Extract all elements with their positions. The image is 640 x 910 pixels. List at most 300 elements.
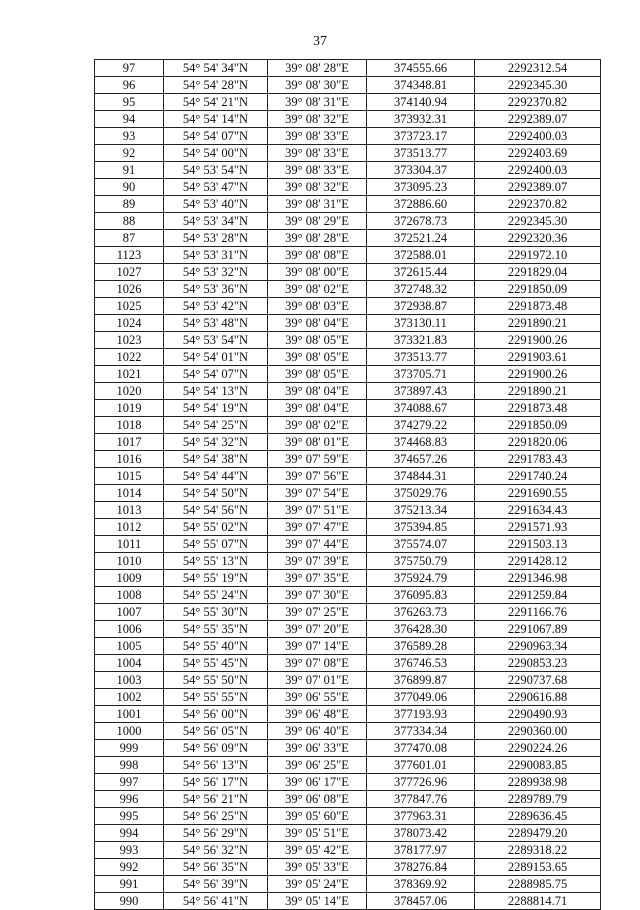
latitude-cell: 54° 56' 13"N xyxy=(164,757,268,774)
point-number-cell: 997 xyxy=(95,774,164,791)
table-row xyxy=(95,213,601,230)
x-coordinate-cell: 373095.23 xyxy=(367,179,475,196)
y-coordinate-cell: 2292389.07 xyxy=(475,111,601,128)
point-number-cell: 1017 xyxy=(95,434,164,451)
point-number-cell: 992 xyxy=(95,859,164,876)
latitude-cell: 54° 53' 31"N xyxy=(164,247,268,264)
latitude-cell: 54° 53' 36"N xyxy=(164,281,268,298)
y-coordinate-cell: 2291850.09 xyxy=(475,281,601,298)
y-coordinate-cell: 2292400.03 xyxy=(475,128,601,145)
point-number-cell: 1011 xyxy=(95,536,164,553)
point-number-cell: 1025 xyxy=(95,298,164,315)
y-coordinate-cell: 2292370.82 xyxy=(475,196,601,213)
table-row xyxy=(95,893,601,910)
table-row xyxy=(95,842,601,859)
x-coordinate-cell: 372748.32 xyxy=(367,281,475,298)
x-coordinate-cell: 374140.94 xyxy=(367,94,475,111)
table-row xyxy=(95,111,601,128)
latitude-cell: 54° 53' 48"N xyxy=(164,315,268,332)
table-row xyxy=(95,689,601,706)
table-row xyxy=(95,434,601,451)
x-coordinate-cell: 373321.83 xyxy=(367,332,475,349)
latitude-cell: 54° 54' 44"N xyxy=(164,468,268,485)
x-coordinate-cell: 374844.31 xyxy=(367,468,475,485)
point-number-cell: 1009 xyxy=(95,570,164,587)
point-number-cell: 1123 xyxy=(95,247,164,264)
longitude-cell: 39° 07' 25"E xyxy=(268,604,367,621)
table-row xyxy=(95,876,601,893)
table-row xyxy=(95,502,601,519)
point-number-cell: 996 xyxy=(95,791,164,808)
table-row xyxy=(95,485,601,502)
latitude-cell: 54° 56' 00"N xyxy=(164,706,268,723)
latitude-cell: 54° 55' 55"N xyxy=(164,689,268,706)
longitude-cell: 39° 08' 02"E xyxy=(268,281,367,298)
x-coordinate-cell: 373513.77 xyxy=(367,145,475,162)
longitude-cell: 39° 05' 60"E xyxy=(268,808,367,825)
y-coordinate-cell: 2292345.30 xyxy=(475,213,601,230)
longitude-cell: 39° 07' 35"E xyxy=(268,570,367,587)
table-row xyxy=(95,451,601,468)
longitude-cell: 39° 05' 24"E xyxy=(268,876,367,893)
table-row xyxy=(95,77,601,94)
table-row xyxy=(95,247,601,264)
latitude-cell: 54° 54' 28"N xyxy=(164,77,268,94)
latitude-cell: 54° 55' 40"N xyxy=(164,638,268,655)
table-row xyxy=(95,60,601,77)
x-coordinate-cell: 372615.44 xyxy=(367,264,475,281)
table-row xyxy=(95,179,601,196)
point-number-cell: 1010 xyxy=(95,553,164,570)
latitude-cell: 54° 54' 38"N xyxy=(164,451,268,468)
x-coordinate-cell: 378457.06 xyxy=(367,893,475,910)
latitude-cell: 54° 55' 19"N xyxy=(164,570,268,587)
y-coordinate-cell: 2292403.69 xyxy=(475,145,601,162)
latitude-cell: 54° 56' 35"N xyxy=(164,859,268,876)
x-coordinate-cell: 378369.92 xyxy=(367,876,475,893)
latitude-cell: 54° 54' 13"N xyxy=(164,383,268,400)
x-coordinate-cell: 372521.24 xyxy=(367,230,475,247)
y-coordinate-cell: 2291829.04 xyxy=(475,264,601,281)
table-row xyxy=(95,332,601,349)
point-number-cell: 1024 xyxy=(95,315,164,332)
latitude-cell: 54° 54' 07"N xyxy=(164,366,268,383)
point-number-cell: 991 xyxy=(95,876,164,893)
longitude-cell: 39° 08' 28"E xyxy=(268,230,367,247)
longitude-cell: 39° 05' 51"E xyxy=(268,825,367,842)
point-number-cell: 93 xyxy=(95,128,164,145)
longitude-cell: 39° 05' 14"E xyxy=(268,893,367,910)
longitude-cell: 39° 07' 14"E xyxy=(268,638,367,655)
longitude-cell: 39° 07' 51"E xyxy=(268,502,367,519)
y-coordinate-cell: 2290616.88 xyxy=(475,689,601,706)
x-coordinate-cell: 374279.22 xyxy=(367,417,475,434)
longitude-cell: 39° 08' 28"E xyxy=(268,60,367,77)
table-row xyxy=(95,655,601,672)
point-number-cell: 990 xyxy=(95,893,164,910)
longitude-cell: 39° 07' 30"E xyxy=(268,587,367,604)
x-coordinate-cell: 377470.08 xyxy=(367,740,475,757)
latitude-cell: 54° 55' 45"N xyxy=(164,655,268,672)
y-coordinate-cell: 2290224.26 xyxy=(475,740,601,757)
latitude-cell: 54° 55' 24"N xyxy=(164,587,268,604)
latitude-cell: 54° 55' 02"N xyxy=(164,519,268,536)
table-row xyxy=(95,740,601,757)
x-coordinate-cell: 376899.87 xyxy=(367,672,475,689)
longitude-cell: 39° 07' 54"E xyxy=(268,485,367,502)
longitude-cell: 39° 06' 25"E xyxy=(268,757,367,774)
latitude-cell: 54° 53' 54"N xyxy=(164,332,268,349)
latitude-cell: 54° 54' 14"N xyxy=(164,111,268,128)
y-coordinate-cell: 2291259.84 xyxy=(475,587,601,604)
x-coordinate-cell: 377193.93 xyxy=(367,706,475,723)
longitude-cell: 39° 08' 33"E xyxy=(268,145,367,162)
y-coordinate-cell: 2288985.75 xyxy=(475,876,601,893)
x-coordinate-cell: 378276.84 xyxy=(367,859,475,876)
x-coordinate-cell: 374088.67 xyxy=(367,400,475,417)
y-coordinate-cell: 2290963.34 xyxy=(475,638,601,655)
y-coordinate-cell: 2289479.20 xyxy=(475,825,601,842)
latitude-cell: 54° 54' 01"N xyxy=(164,349,268,366)
longitude-cell: 39° 07' 47"E xyxy=(268,519,367,536)
latitude-cell: 54° 54' 56"N xyxy=(164,502,268,519)
latitude-cell: 54° 56' 41"N xyxy=(164,893,268,910)
longitude-cell: 39° 07' 44"E xyxy=(268,536,367,553)
longitude-cell: 39° 06' 55"E xyxy=(268,689,367,706)
y-coordinate-cell: 2291890.21 xyxy=(475,315,601,332)
point-number-cell: 1004 xyxy=(95,655,164,672)
y-coordinate-cell: 2291690.55 xyxy=(475,485,601,502)
y-coordinate-cell: 2292370.82 xyxy=(475,94,601,111)
point-number-cell: 1013 xyxy=(95,502,164,519)
longitude-cell: 39° 06' 17"E xyxy=(268,774,367,791)
y-coordinate-cell: 2288814.71 xyxy=(475,893,601,910)
latitude-cell: 54° 55' 35"N xyxy=(164,621,268,638)
latitude-cell: 54° 56' 25"N xyxy=(164,808,268,825)
x-coordinate-cell: 376428.30 xyxy=(367,621,475,638)
y-coordinate-cell: 2291428.12 xyxy=(475,553,601,570)
latitude-cell: 54° 54' 50"N xyxy=(164,485,268,502)
y-coordinate-cell: 2290490.93 xyxy=(475,706,601,723)
table-row xyxy=(95,349,601,366)
x-coordinate-cell: 376095.83 xyxy=(367,587,475,604)
point-number-cell: 1008 xyxy=(95,587,164,604)
x-coordinate-cell: 377601.01 xyxy=(367,757,475,774)
y-coordinate-cell: 2291346.98 xyxy=(475,570,601,587)
point-number-cell: 1015 xyxy=(95,468,164,485)
latitude-cell: 54° 54' 32"N xyxy=(164,434,268,451)
latitude-cell: 54° 55' 30"N xyxy=(164,604,268,621)
point-number-cell: 91 xyxy=(95,162,164,179)
point-number-cell: 1016 xyxy=(95,451,164,468)
latitude-cell: 54° 53' 47"N xyxy=(164,179,268,196)
latitude-cell: 54° 54' 07"N xyxy=(164,128,268,145)
y-coordinate-cell: 2291873.48 xyxy=(475,298,601,315)
x-coordinate-cell: 373130.11 xyxy=(367,315,475,332)
latitude-cell: 54° 56' 05"N xyxy=(164,723,268,740)
table-row xyxy=(95,366,601,383)
longitude-cell: 39° 08' 31"E xyxy=(268,94,367,111)
table-row xyxy=(95,162,601,179)
latitude-cell: 54° 53' 42"N xyxy=(164,298,268,315)
x-coordinate-cell: 373304.37 xyxy=(367,162,475,179)
longitude-cell: 39° 07' 56"E xyxy=(268,468,367,485)
table-row xyxy=(95,264,601,281)
y-coordinate-cell: 2291903.61 xyxy=(475,349,601,366)
latitude-cell: 54° 56' 29"N xyxy=(164,825,268,842)
page-number: 37 xyxy=(313,34,327,49)
y-coordinate-cell: 2292320.36 xyxy=(475,230,601,247)
latitude-cell: 54° 55' 07"N xyxy=(164,536,268,553)
longitude-cell: 39° 06' 40"E xyxy=(268,723,367,740)
x-coordinate-cell: 377049.06 xyxy=(367,689,475,706)
x-coordinate-cell: 377963.31 xyxy=(367,808,475,825)
latitude-cell: 54° 54' 00"N xyxy=(164,145,268,162)
y-coordinate-cell: 2290737.68 xyxy=(475,672,601,689)
y-coordinate-cell: 2292345.30 xyxy=(475,77,601,94)
table-row xyxy=(95,723,601,740)
x-coordinate-cell: 378177.97 xyxy=(367,842,475,859)
latitude-cell: 54° 54' 34"N xyxy=(164,60,268,77)
table-row xyxy=(95,128,601,145)
latitude-cell: 54° 55' 50"N xyxy=(164,672,268,689)
longitude-cell: 39° 08' 04"E xyxy=(268,383,367,400)
longitude-cell: 39° 08' 00"E xyxy=(268,264,367,281)
longitude-cell: 39° 08' 08"E xyxy=(268,247,367,264)
point-number-cell: 994 xyxy=(95,825,164,842)
longitude-cell: 39° 08' 03"E xyxy=(268,298,367,315)
point-number-cell: 87 xyxy=(95,230,164,247)
point-number-cell: 97 xyxy=(95,60,164,77)
x-coordinate-cell: 372938.87 xyxy=(367,298,475,315)
point-number-cell: 1007 xyxy=(95,604,164,621)
x-coordinate-cell: 373705.71 xyxy=(367,366,475,383)
point-number-cell: 993 xyxy=(95,842,164,859)
x-coordinate-cell: 374468.83 xyxy=(367,434,475,451)
table-row xyxy=(95,638,601,655)
point-number-cell: 1026 xyxy=(95,281,164,298)
point-number-cell: 1001 xyxy=(95,706,164,723)
longitude-cell: 39° 05' 33"E xyxy=(268,859,367,876)
latitude-cell: 54° 56' 21"N xyxy=(164,791,268,808)
y-coordinate-cell: 2291740.24 xyxy=(475,468,601,485)
y-coordinate-cell: 2292400.03 xyxy=(475,162,601,179)
table-row xyxy=(95,519,601,536)
longitude-cell: 39° 08' 32"E xyxy=(268,111,367,128)
x-coordinate-cell: 376746.53 xyxy=(367,655,475,672)
longitude-cell: 39° 08' 32"E xyxy=(268,179,367,196)
longitude-cell: 39° 08' 01"E xyxy=(268,434,367,451)
y-coordinate-cell: 2291972.10 xyxy=(475,247,601,264)
x-coordinate-cell: 373513.77 xyxy=(367,349,475,366)
table-row xyxy=(95,468,601,485)
table-row xyxy=(95,859,601,876)
table-row xyxy=(95,417,601,434)
table-row xyxy=(95,791,601,808)
x-coordinate-cell: 377334.34 xyxy=(367,723,475,740)
y-coordinate-cell: 2290853.23 xyxy=(475,655,601,672)
table-row xyxy=(95,774,601,791)
point-number-cell: 1012 xyxy=(95,519,164,536)
y-coordinate-cell: 2291900.26 xyxy=(475,332,601,349)
latitude-cell: 54° 54' 21"N xyxy=(164,94,268,111)
longitude-cell: 39° 07' 20"E xyxy=(268,621,367,638)
latitude-cell: 54° 53' 40"N xyxy=(164,196,268,213)
point-number-cell: 88 xyxy=(95,213,164,230)
point-number-cell: 1027 xyxy=(95,264,164,281)
x-coordinate-cell: 375574.07 xyxy=(367,536,475,553)
point-number-cell: 1018 xyxy=(95,417,164,434)
point-number-cell: 1005 xyxy=(95,638,164,655)
longitude-cell: 39° 08' 02"E xyxy=(268,417,367,434)
point-number-cell: 94 xyxy=(95,111,164,128)
y-coordinate-cell: 2291634.43 xyxy=(475,502,601,519)
longitude-cell: 39° 08' 05"E xyxy=(268,366,367,383)
x-coordinate-cell: 375213.34 xyxy=(367,502,475,519)
y-coordinate-cell: 2289938.98 xyxy=(475,774,601,791)
latitude-cell: 54° 54' 19"N xyxy=(164,400,268,417)
longitude-cell: 39° 07' 08"E xyxy=(268,655,367,672)
latitude-cell: 54° 53' 54"N xyxy=(164,162,268,179)
x-coordinate-cell: 374348.81 xyxy=(367,77,475,94)
x-coordinate-cell: 372886.60 xyxy=(367,196,475,213)
table-row xyxy=(95,706,601,723)
point-number-cell: 1022 xyxy=(95,349,164,366)
y-coordinate-cell: 2291503.13 xyxy=(475,536,601,553)
point-number-cell: 999 xyxy=(95,740,164,757)
latitude-cell: 54° 53' 32"N xyxy=(164,264,268,281)
y-coordinate-cell: 2291873.48 xyxy=(475,400,601,417)
point-number-cell: 1020 xyxy=(95,383,164,400)
y-coordinate-cell: 2289789.79 xyxy=(475,791,601,808)
x-coordinate-cell: 377847.76 xyxy=(367,791,475,808)
table-row xyxy=(95,315,601,332)
x-coordinate-cell: 372588.01 xyxy=(367,247,475,264)
table-row xyxy=(95,383,601,400)
x-coordinate-cell: 373723.17 xyxy=(367,128,475,145)
y-coordinate-cell: 2291783.43 xyxy=(475,451,601,468)
y-coordinate-cell: 2290083.85 xyxy=(475,757,601,774)
table-row xyxy=(95,553,601,570)
point-number-cell: 1023 xyxy=(95,332,164,349)
point-number-cell: 998 xyxy=(95,757,164,774)
point-number-cell: 89 xyxy=(95,196,164,213)
table-row xyxy=(95,825,601,842)
latitude-cell: 54° 53' 34"N xyxy=(164,213,268,230)
longitude-cell: 39° 08' 33"E xyxy=(268,162,367,179)
longitude-cell: 39° 08' 29"E xyxy=(268,213,367,230)
latitude-cell: 54° 54' 25"N xyxy=(164,417,268,434)
table-row xyxy=(95,400,601,417)
latitude-cell: 54° 55' 13"N xyxy=(164,553,268,570)
point-number-cell: 1019 xyxy=(95,400,164,417)
point-number-cell: 95 xyxy=(95,94,164,111)
longitude-cell: 39° 08' 33"E xyxy=(268,128,367,145)
x-coordinate-cell: 375924.79 xyxy=(367,570,475,587)
x-coordinate-cell: 376589.28 xyxy=(367,638,475,655)
latitude-cell: 54° 56' 39"N xyxy=(164,876,268,893)
coordinates-table-body xyxy=(95,60,601,910)
y-coordinate-cell: 2291067.89 xyxy=(475,621,601,638)
table-row xyxy=(95,145,601,162)
table-row xyxy=(95,587,601,604)
x-coordinate-cell: 376263.73 xyxy=(367,604,475,621)
table-row xyxy=(95,536,601,553)
longitude-cell: 39° 07' 39"E xyxy=(268,553,367,570)
y-coordinate-cell: 2291571.93 xyxy=(475,519,601,536)
y-coordinate-cell: 2291166.76 xyxy=(475,604,601,621)
longitude-cell: 39° 08' 31"E xyxy=(268,196,367,213)
x-coordinate-cell: 377726.96 xyxy=(367,774,475,791)
y-coordinate-cell: 2291820.06 xyxy=(475,434,601,451)
table-row xyxy=(95,570,601,587)
y-coordinate-cell: 2289636.45 xyxy=(475,808,601,825)
y-coordinate-cell: 2289153.65 xyxy=(475,859,601,876)
latitude-cell: 54° 56' 09"N xyxy=(164,740,268,757)
longitude-cell: 39° 06' 33"E xyxy=(268,740,367,757)
x-coordinate-cell: 378073.42 xyxy=(367,825,475,842)
table-row xyxy=(95,230,601,247)
table-row xyxy=(95,757,601,774)
x-coordinate-cell: 372678.73 xyxy=(367,213,475,230)
table-row xyxy=(95,298,601,315)
point-number-cell: 1000 xyxy=(95,723,164,740)
latitude-cell: 54° 56' 17"N xyxy=(164,774,268,791)
y-coordinate-cell: 2292312.54 xyxy=(475,60,601,77)
longitude-cell: 39° 05' 42"E xyxy=(268,842,367,859)
latitude-cell: 54° 56' 32"N xyxy=(164,842,268,859)
y-coordinate-cell: 2292389.07 xyxy=(475,179,601,196)
point-number-cell: 92 xyxy=(95,145,164,162)
x-coordinate-cell: 375394.85 xyxy=(367,519,475,536)
table-row xyxy=(95,604,601,621)
table-row xyxy=(95,808,601,825)
table-row xyxy=(95,281,601,298)
x-coordinate-cell: 374657.26 xyxy=(367,451,475,468)
longitude-cell: 39° 07' 59"E xyxy=(268,451,367,468)
longitude-cell: 39° 06' 48"E xyxy=(268,706,367,723)
coordinates-table xyxy=(94,59,601,910)
latitude-cell: 54° 53' 28"N xyxy=(164,230,268,247)
y-coordinate-cell: 2291890.21 xyxy=(475,383,601,400)
table-row xyxy=(95,621,601,638)
x-coordinate-cell: 373897.43 xyxy=(367,383,475,400)
y-coordinate-cell: 2291900.26 xyxy=(475,366,601,383)
x-coordinate-cell: 373932.31 xyxy=(367,111,475,128)
point-number-cell: 1002 xyxy=(95,689,164,706)
longitude-cell: 39° 07' 01"E xyxy=(268,672,367,689)
longitude-cell: 39° 06' 08"E xyxy=(268,791,367,808)
point-number-cell: 995 xyxy=(95,808,164,825)
x-coordinate-cell: 374555.66 xyxy=(367,60,475,77)
table-row xyxy=(95,196,601,213)
y-coordinate-cell: 2289318.22 xyxy=(475,842,601,859)
longitude-cell: 39° 08' 04"E xyxy=(268,400,367,417)
longitude-cell: 39° 08' 04"E xyxy=(268,315,367,332)
y-coordinate-cell: 2290360.00 xyxy=(475,723,601,740)
point-number-cell: 1014 xyxy=(95,485,164,502)
longitude-cell: 39° 08' 30"E xyxy=(268,77,367,94)
point-number-cell: 1021 xyxy=(95,366,164,383)
x-coordinate-cell: 375750.79 xyxy=(367,553,475,570)
point-number-cell: 1003 xyxy=(95,672,164,689)
point-number-cell: 96 xyxy=(95,77,164,94)
point-number-cell: 1006 xyxy=(95,621,164,638)
table-row xyxy=(95,672,601,689)
y-coordinate-cell: 2291850.09 xyxy=(475,417,601,434)
table-row xyxy=(95,94,601,111)
point-number-cell: 90 xyxy=(95,179,164,196)
